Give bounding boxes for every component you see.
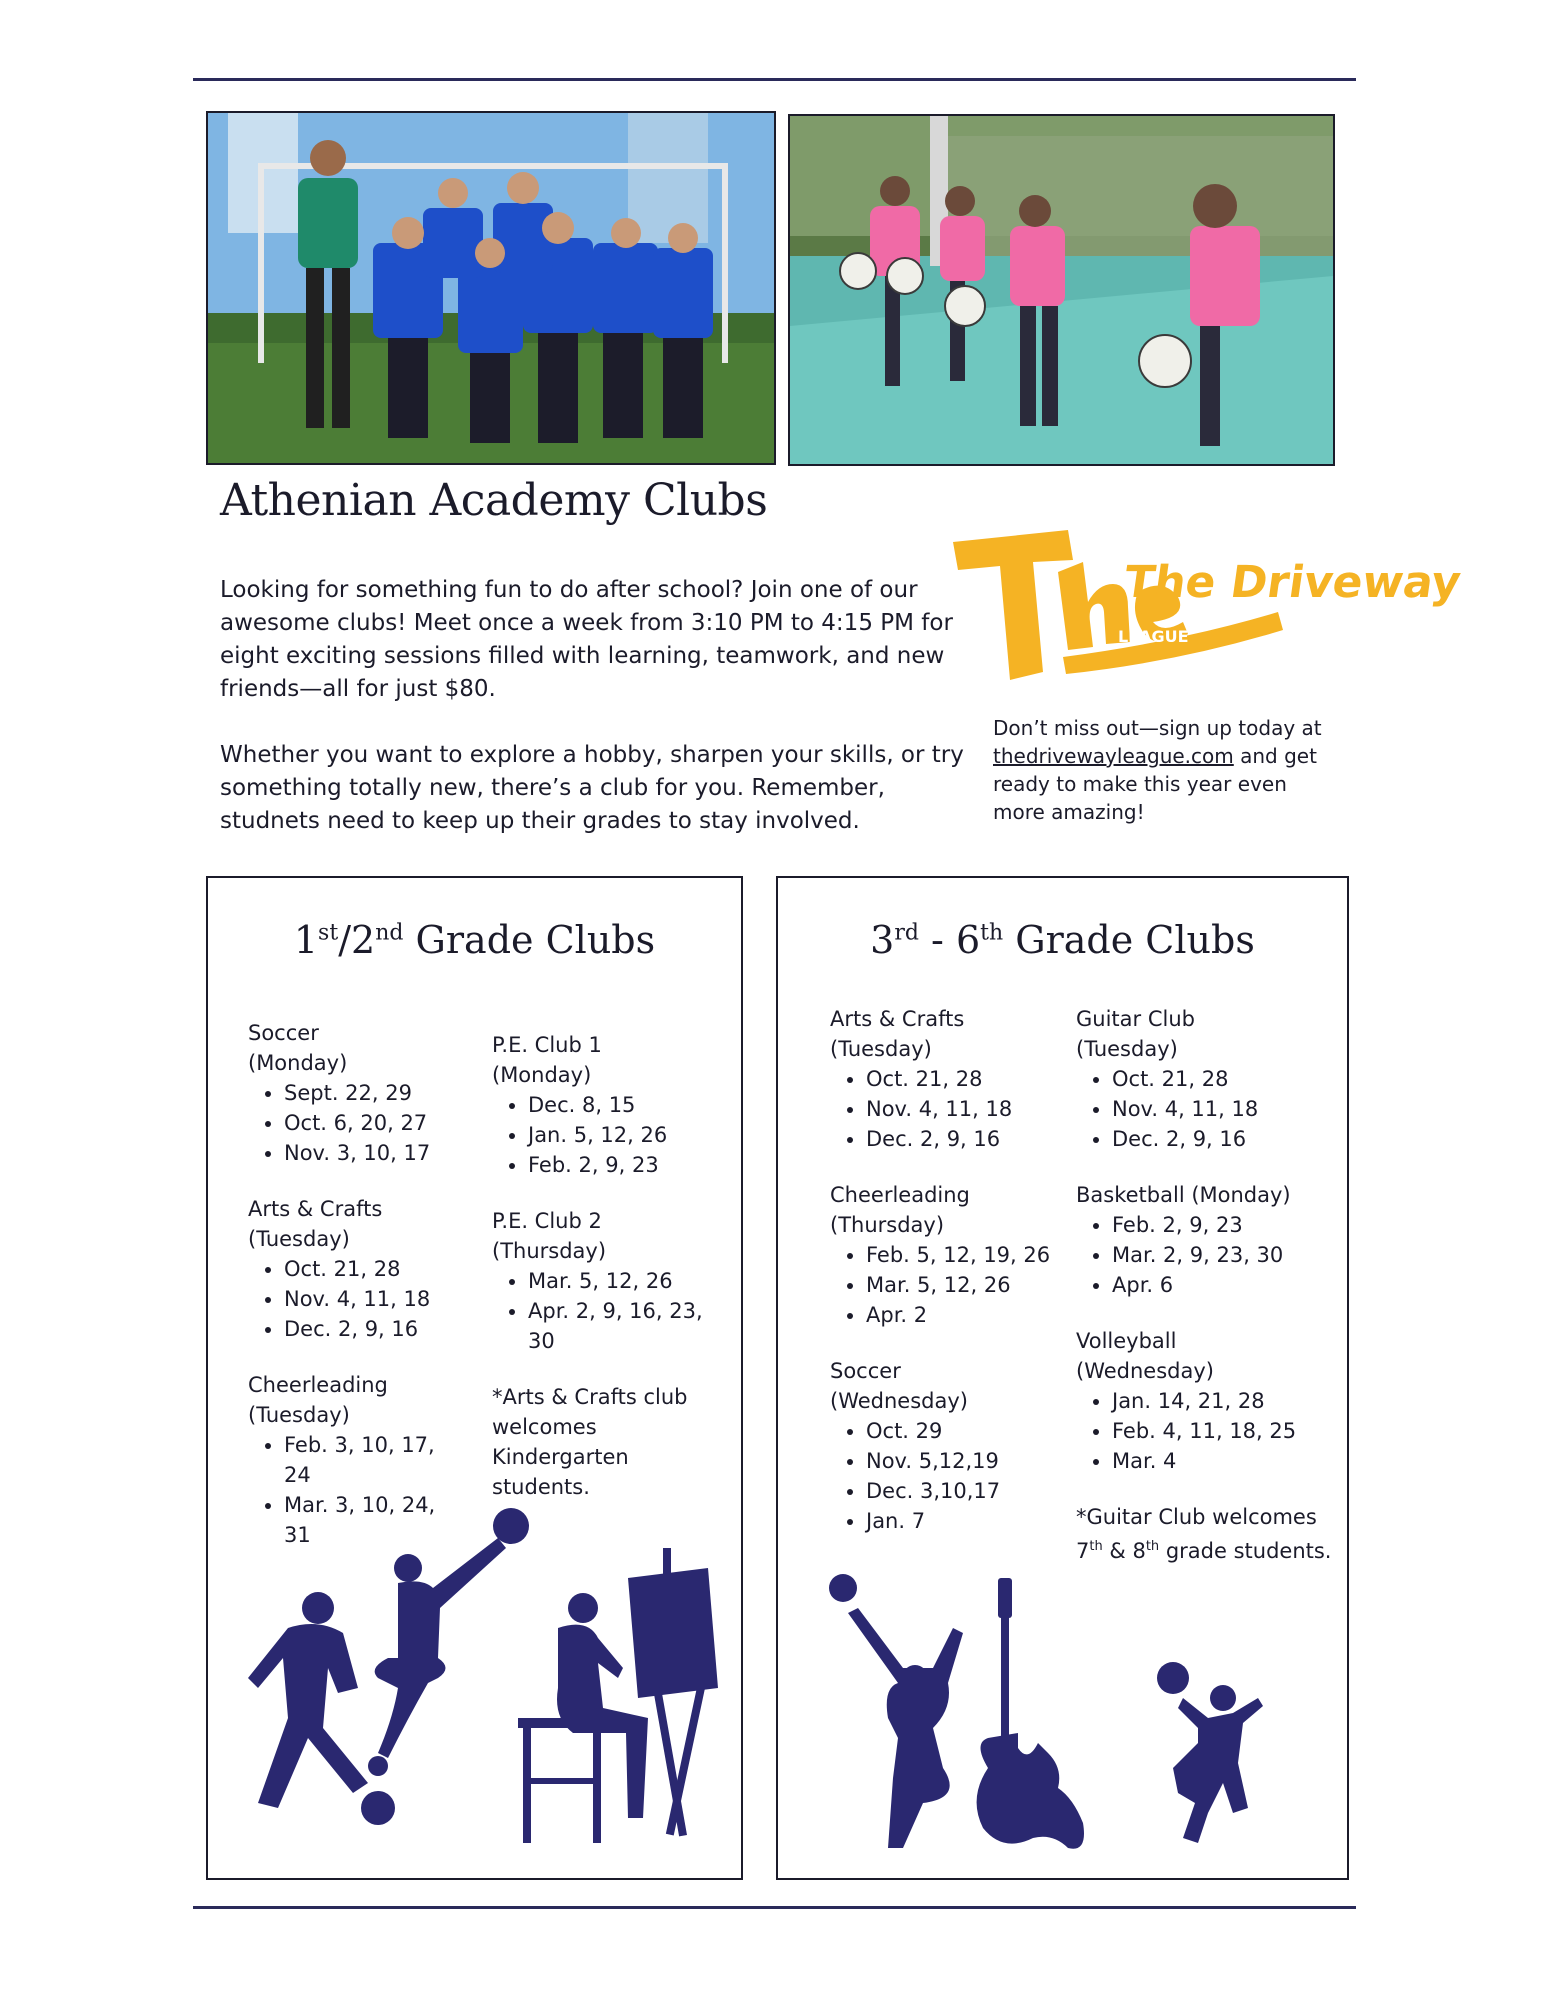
club-date: • Nov. 5,12,19	[866, 1446, 1070, 1476]
club-date: • Dec. 2, 9, 16	[866, 1124, 1070, 1154]
grade-3-6-left-column	[830, 1004, 1070, 1562]
club-day: (Monday)	[492, 1063, 592, 1087]
club-block	[830, 1180, 1070, 1330]
club-day: (Wednesday)	[1076, 1359, 1214, 1383]
bottom-rule	[193, 1906, 1356, 1909]
soccer-team-photo	[206, 111, 776, 465]
club-block	[1076, 1004, 1336, 1154]
club-name: P.E. Club 2	[492, 1209, 602, 1233]
club-dates	[830, 1240, 1070, 1330]
page-title: Athenian Academy Clubs	[220, 475, 768, 526]
club-block	[830, 1356, 1070, 1536]
signup-link[interactable]: thedrivewayleague.com	[993, 744, 1234, 768]
club-block	[1076, 1326, 1336, 1476]
volleyball-player-icon	[829, 1574, 963, 1848]
club-date: • Dec. 3,10,17	[866, 1476, 1070, 1506]
grade-3-6-title: 3rd - 6th Grade Clubs	[870, 918, 1255, 962]
club-name: P.E. Club 1	[492, 1033, 602, 1057]
club-name: Guitar Club	[1076, 1007, 1195, 1031]
club-date: • Jan. 7	[866, 1506, 1070, 1536]
club-name: Soccer	[248, 1021, 319, 1045]
club-date: • Dec. 8, 15	[528, 1090, 712, 1120]
top-rule	[193, 78, 1356, 81]
club-name: Volleyball	[1076, 1329, 1177, 1353]
club-name: Basketball (Monday)	[1076, 1183, 1291, 1207]
club-date: • Oct. 21, 28	[284, 1254, 458, 1284]
painter-icon	[518, 1548, 718, 1843]
club-date: • Mar. 5, 12, 26	[866, 1270, 1070, 1300]
club-day: (Tuesday)	[830, 1037, 932, 1061]
club-date: • Nov. 3, 10, 17	[284, 1138, 458, 1168]
club-name: Arts & Crafts	[248, 1197, 383, 1221]
club-name: Soccer	[830, 1359, 901, 1383]
guitar-club-note: *Guitar Club welcomes 7th & 8th grade students.	[1076, 1505, 1332, 1563]
club-date: • Oct. 6, 20, 27	[284, 1108, 458, 1138]
club-day: (Tuesday)	[248, 1403, 350, 1427]
club-block	[1076, 1180, 1336, 1300]
club-day: (Tuesday)	[248, 1227, 350, 1251]
logo-text-sub: LEAGUE	[1118, 627, 1189, 646]
club-date: • Sept. 22, 29	[284, 1078, 458, 1108]
signup-before: Don’t miss out—sign up today at	[993, 716, 1322, 740]
volleyball-girls-photo	[788, 114, 1335, 466]
grade-1-2-left-column	[248, 1018, 458, 1576]
club-block	[492, 1206, 712, 1356]
club-dates	[492, 1090, 712, 1180]
club-date: • Oct. 21, 28	[866, 1064, 1070, 1094]
grade-1-2-silhouettes	[228, 1518, 728, 1858]
club-date: • Feb. 4, 11, 18, 25	[1112, 1416, 1336, 1446]
grade-3-6-right-column	[1076, 1004, 1336, 1566]
signup-after: and get ready to make this year even more amazing!	[993, 744, 1317, 824]
club-dates	[830, 1064, 1070, 1154]
club-date: • Dec. 2, 9, 16	[284, 1314, 458, 1344]
soccer-player-icon	[248, 1592, 395, 1825]
cheerleader-icon	[368, 1508, 529, 1776]
club-dates	[830, 1416, 1070, 1536]
guitar-icon	[977, 1578, 1084, 1849]
intro-paragraph-1: Looking for something fun to do after school? Join one of our awesome clubs! Meet once a week from 3:10 PM to 4:15 PM for eight exciting sessions filled with learning, teamwork, and new friends—all for just $80.	[220, 577, 953, 702]
club-dates	[248, 1254, 458, 1344]
club-date: • Mar. 5, 12, 26	[528, 1266, 712, 1296]
club-date: • Jan. 14, 21, 28	[1112, 1386, 1336, 1416]
club-date: • Mar. 3, 10, 24, 31	[284, 1490, 458, 1550]
grade-3-6-silhouettes	[803, 1568, 1323, 1868]
club-dates	[1076, 1210, 1336, 1300]
club-date: • Oct. 21, 28	[1112, 1064, 1336, 1094]
club-block	[248, 1018, 458, 1168]
club-block	[830, 1004, 1070, 1154]
club-date: • Jan. 5, 12, 26	[528, 1120, 712, 1150]
club-dates	[492, 1266, 712, 1356]
club-date: • Nov. 4, 11, 18	[284, 1284, 458, 1314]
club-date: • Feb. 5, 12, 19, 26	[866, 1240, 1070, 1270]
club-day: (Thursday)	[492, 1239, 607, 1263]
club-name: Cheerleading	[248, 1373, 388, 1397]
club-date: • Mar. 2, 9, 23, 30	[1112, 1240, 1336, 1270]
club-block	[492, 1030, 712, 1180]
driveway-league-logo	[948, 522, 1464, 692]
club-dates	[248, 1078, 458, 1168]
club-date: • Feb. 3, 10, 17, 24	[284, 1430, 458, 1490]
grade-3-6-clubs-box	[776, 876, 1349, 1880]
club-date: • Nov. 4, 11, 18	[866, 1094, 1070, 1124]
club-day: (Thursday)	[830, 1213, 945, 1237]
club-date: • Oct. 29	[866, 1416, 1070, 1446]
club-name: Cheerleading	[830, 1183, 970, 1207]
club-day: (Wednesday)	[830, 1389, 968, 1413]
grade-1-2-clubs-box	[206, 876, 743, 1880]
club-block	[248, 1194, 458, 1344]
club-date: • Feb. 2, 9, 23	[1112, 1210, 1336, 1240]
basketball-player-icon	[1157, 1662, 1263, 1843]
club-day: (Monday)	[248, 1051, 348, 1075]
club-dates	[1076, 1386, 1336, 1476]
club-date: • Apr. 2, 9, 16, 23, 30	[528, 1296, 712, 1356]
club-day: (Tuesday)	[1076, 1037, 1178, 1061]
club-date: • Nov. 4, 11, 18	[1112, 1094, 1336, 1124]
kindergarten-note: *Arts & Crafts club welcomes Kindergarten students.	[492, 1385, 688, 1499]
club-dates	[1076, 1064, 1336, 1154]
intro-paragraph-2: Whether you want to explore a hobby, sharpen your skills, or try something totally new, there’s a club for you. Remember, studnets need to keep up their grades to stay involved.	[220, 742, 964, 834]
club-date: • Mar. 4	[1112, 1446, 1336, 1476]
club-date: • Dec. 2, 9, 16	[1112, 1124, 1336, 1154]
club-name: Arts & Crafts	[830, 1007, 965, 1031]
club-date: • Feb. 2, 9, 23	[528, 1150, 712, 1180]
logo-text-main: The Driveway	[1120, 557, 1464, 608]
club-date: • Apr. 2	[866, 1300, 1070, 1330]
grade-1-2-title: 1st/2nd Grade Clubs	[293, 918, 656, 962]
grade-1-2-right-column	[492, 1030, 712, 1502]
signup-text	[993, 714, 1333, 826]
club-date: • Apr. 6	[1112, 1270, 1336, 1300]
